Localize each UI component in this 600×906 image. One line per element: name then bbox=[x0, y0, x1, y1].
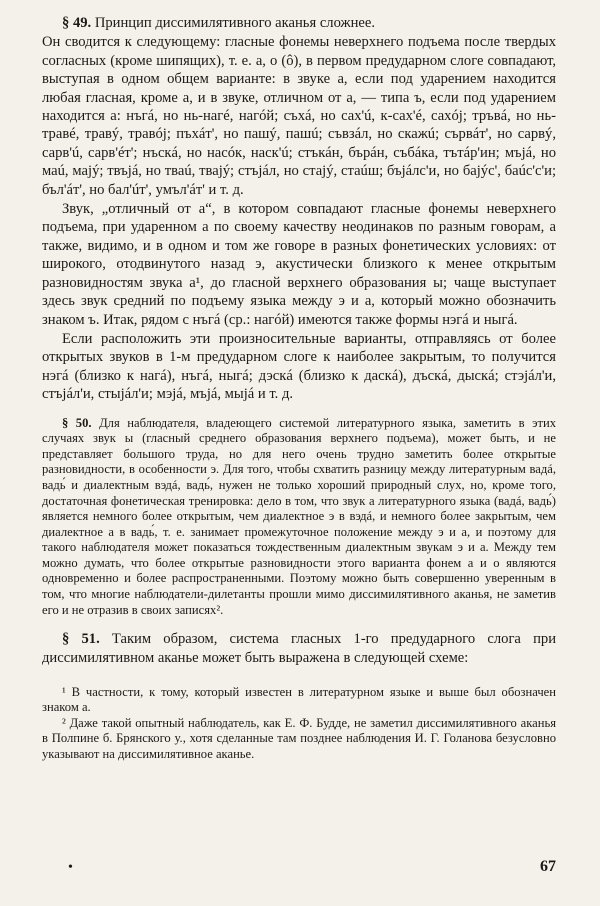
section-49-paragraph-3: Если расположить эти произносительные варианты, отправляясь от более открытых звуков в 1-м предударном слоге к наиболее закрытым, то получится нэгá (близко к нагá), нъгá, ныгá; дэскá (близко к даскá), дъскá, дыскá; стэjáл'и, стъjáл'и, стыjáл'и; мэjá, мъjá, мыjá и т. д. bbox=[42, 330, 556, 403]
footnote-1: ¹ В частности, к тому, который известен в литературном языке и выше был обозначен знаком а. bbox=[42, 685, 556, 715]
footnote-2: ² Даже такой опытный наблюдатель, как Е. Ф. Будде, не заметил диссимилятивного аканья в Полпине б. Брянского у., хотя сделанные там позднее наблюдения И. Г. Голанова безусловно указывают на диссимилятивное аканье. bbox=[42, 715, 556, 761]
section-50-paragraph bbox=[42, 416, 556, 619]
page-footer bbox=[42, 858, 556, 882]
section-50-text: Для наблюдателя, владеющего системой литературного языка, заметить в этих случаях звук ы (гласный среднего образования верхнего подъема), может быть, и не представляет большого труда, но для него очень трудно заметить более открытые разновидности, в особенности э. Для того, чтобы схватить разницу между литературным вадá, вадь́ и диалектным вэдá, вадь́, нужен не только хороший природный слух, но, кроме того, достаточная фонетическая тренировка: дело в том, что звук а литературного языка (вадá, вадь́) является немного более открытым, чем диалектное э в вэдá, и немного более закрытым, чем диалектное а в вадь́, т. е. занимает промежуточное положение между э и а, и поэтому для такого наблюдателя может показаться тождественным диалектным звукам э и а. Между тем можно думать, что более открытые разновидности этого варианта фонем а и о являются одновременно и более распространенными. Поэтому можно быть совершенно уверенным в том, что многие наблюдатели-дилетанты прошли мимо диссимилятивного аканья, не заметив его и не отразив в своих записях². bbox=[42, 415, 557, 617]
section-51-number: § 51. bbox=[62, 631, 100, 648]
section-50-number: § 50. bbox=[62, 415, 92, 430]
section-49-title: Принцип диссимилятивного аканья сложнее. bbox=[94, 15, 376, 31]
page-number: 67 bbox=[540, 858, 556, 875]
section-49-paragraph-2: Звук, „отличный от а“, в котором совпадают гласные фонемы неверхнего подъема, при ударенном а по своему качеству неодинаков по разным говорам, а также, видимо, и в одном и том же говоре в разных фонетических условиях: от широкого, отодвинутого назад э, акустически близкого к менее открытым разновидностям звука а¹, до гласной верхнего образования ы; чаще выступает здесь звук средний по подъему языка между э и а, который можно обозначить знаком ъ. Итак, рядом с нъгá (ср.: нагóй) имеются также формы нэгá и ныгá. bbox=[42, 201, 556, 328]
section-49-number: § 49. bbox=[62, 15, 92, 31]
footnotes bbox=[42, 685, 556, 762]
section-51-text: Таким образом, система гласных 1-го предударного слога при диссимилятивном аканье может быть выражена в следующей схеме: bbox=[42, 631, 557, 666]
section-51-paragraph bbox=[42, 630, 556, 667]
section-49-paragraph-1: Он сводится к следующему: гласные фонемы неверхнего подъема после твердых согласных (кроме шипящих), т. е. а, о (ô), в первом предударном слоге совпадают, выступая в одном общем варианте: в звуке а, если под ударением находится любая гласная, кроме а, и в звуке, отличном от а, — типа ъ, если под ударением находится а: нъгá, но нь-нагé, нагóй; съхá, но сах'ú, к-сах'é, сахój; тръвá, но нь-травé, травý, травój; пъхáт', но пашý, пашú; съвзáл, но скажú; сървáт', но сарвý, сарв'ú, сарв'éт'; нъскá, но насóк, наск'ú; стъкáн, бърáн, събáка, тътáр'ин; мъjá, но маú, маjý; твъjá, но тваú, тваjý; стъjáл, но стаjý, стаúш; бъjáлс'и, но баjýс', бaúс'с'и; бъл'áт', но бал'úт', умъл'áт' и т. д. bbox=[42, 34, 556, 198]
printer-mark: • bbox=[68, 860, 73, 875]
section-49-heading-paragraph bbox=[42, 14, 556, 32]
